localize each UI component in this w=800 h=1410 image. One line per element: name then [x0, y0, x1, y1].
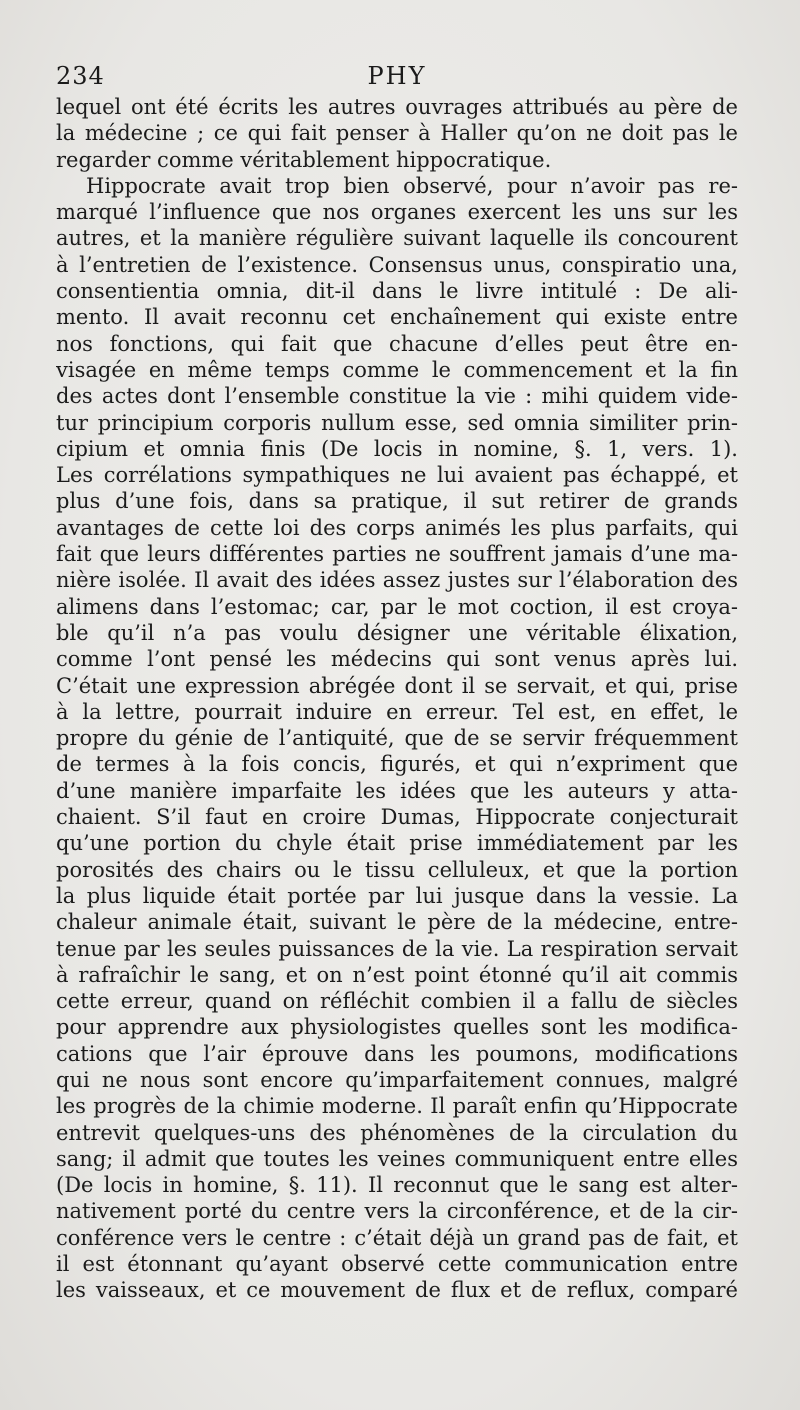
text-line: qui ne nous sont encore qu’imparfaitement connues, malgré: [56, 1067, 738, 1092]
text-line: (De locis in homine, §. 11). Il reconnut que le sang est alter-: [56, 1173, 738, 1198]
text-line: nativement porté du centre vers la circonférence, et de la cir-: [56, 1199, 738, 1224]
text-line: porosités des chairs ou le tissu celluleux, et que la portion: [56, 857, 738, 882]
text-line: C’était une expression abrégée dont il se servait, et qui, prise: [56, 673, 738, 698]
page-header: [56, 62, 738, 92]
text-line: fait que leurs différentes parties ne souffrent jamais d’une ma-: [56, 542, 738, 567]
text-line: autres, et la manière régulière suivant laquelle ils concourent: [56, 226, 738, 251]
text-line: de termes à la fois concis, figurés, et qui n’expriment que: [56, 752, 738, 777]
text-line: chaient. S’il faut en croire Dumas, Hippocrate conjecturait: [56, 805, 738, 830]
text-line: les progrès de la chimie moderne. Il paraît enfin qu’Hippocrate: [56, 1094, 738, 1119]
body-text: [56, 94, 738, 1304]
text-line: avantages de cette loi des corps animés les plus parfaits, qui: [56, 515, 738, 540]
text-line: à la lettre, pourrait induire en erreur. Tel est, en effet, le: [56, 699, 738, 724]
page-number: 234: [56, 62, 105, 90]
text-line: tenue par les seules puissances de la vie. La respiration servait: [56, 936, 738, 961]
text-line: chaleur animale était, suivant le père de la médecine, entre-: [56, 910, 738, 935]
text-line: la plus liquide était portée par lui jusque dans la vessie. La: [56, 883, 738, 908]
text-line: il est étonnant qu’ayant observé cette communication entre: [56, 1252, 738, 1277]
text-line: ble qu’il n’a pas voulu désigner une véritable élixation,: [56, 620, 738, 645]
text-line: alimens dans l’estomac; car, par le mot coction, il est croya-: [56, 594, 738, 619]
text-line: cette erreur, quand on réfléchit combien il a fallu de siècles: [56, 989, 738, 1014]
text-line: sang; il admit que toutes les veines communiquent entre elles: [56, 1146, 738, 1171]
text-line: Hippocrate avait trop bien observé, pour n’avoir pas re-: [86, 173, 738, 198]
text-line: des actes dont l’ensemble constitue la vie : mihi quidem vide-: [56, 384, 738, 409]
text-line: mento. Il avait reconnu cet enchaînement qui existe entre: [56, 305, 738, 330]
text-line: visagée en même temps comme le commencement et la fin: [56, 357, 738, 382]
text-line: Les corrélations sympathiques ne lui avaient pas échappé, et: [56, 463, 738, 488]
text-line: marqué l’influence que nos organes exercent les uns sur les: [56, 200, 738, 225]
text-line: les vaisseaux, et ce mouvement de flux et de reflux, comparé: [56, 1278, 738, 1303]
text-line: à rafraîchir le sang, et on n’est point étonné qu’il ait commis: [56, 962, 738, 987]
text-line: lequel ont été écrits les autres ouvrages attribués au père de: [56, 95, 738, 119]
running-head: PHY: [367, 62, 427, 90]
text-line: nos fonctions, qui fait que chacune d’elles peut être en-: [56, 331, 738, 356]
text-line: cations que l’air éprouve dans les poumons, modifications: [56, 1041, 738, 1066]
text-line: à l’entretien de l’existence. Consensus unus, conspiratio una,: [56, 252, 738, 277]
text-line: plus d’une fois, dans sa pratique, il sut retirer de grands: [56, 489, 738, 514]
text-line: regarder comme véritablement hippocratique.: [56, 147, 552, 172]
text-line: nière isolée. Il avait des idées assez justes sur l’élaboration des: [56, 568, 738, 593]
text-line: conférence vers le centre : c’était déjà un grand pas de fait, et: [56, 1225, 738, 1250]
text-line: cipium et omnia finis (De locis in nomine, §. 1, vers. 1).: [56, 436, 738, 461]
text-line: comme l’ont pensé les médecins qui sont venus après lui.: [56, 647, 738, 672]
text-line: consentientia omnia, dit-il dans le livre intitulé : De ali-: [56, 279, 738, 304]
text-line: tur principium corporis nullum esse, sed omnia similiter prin-: [56, 410, 738, 435]
text-line: pour apprendre aux physiologistes quelles sont les modifica-: [56, 1015, 738, 1040]
text-line: entrevit quelques-uns des phénomènes de la circulation du: [56, 1120, 738, 1145]
text-line: qu’une portion du chyle était prise immédiatement par les: [56, 831, 738, 856]
text-line: la médecine ; ce qui fait penser à Haller qu’on ne doit pas le: [56, 121, 738, 146]
text-line: propre du génie de l’antiquité, que de se servir fréquemment: [56, 726, 738, 751]
text-line: d’une manière imparfaite les idées que les auteurs y atta-: [56, 778, 738, 803]
